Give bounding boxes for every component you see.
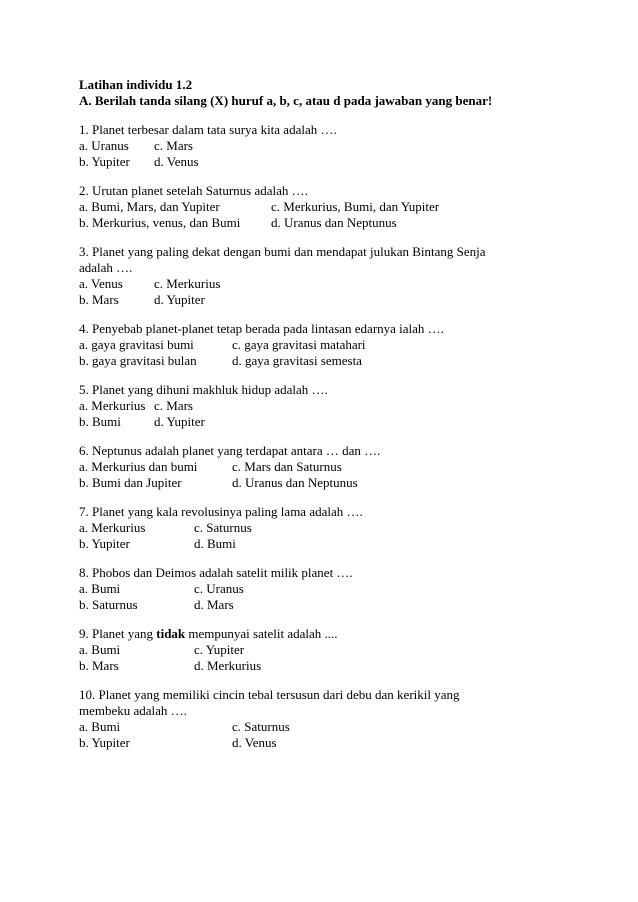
question-5 [79,382,579,430]
option-c: c. Merkurius, Bumi, dan Yupiter [271,199,440,214]
option-a: a. Merkurius dan bumi [79,459,198,474]
question-6 [79,443,579,491]
option-a: a. Bumi [79,719,121,734]
question-stem: 6. Neptunus adalah planet yang terdapat antara … dan …. [79,443,381,458]
question-stem-keyword: tidak [156,626,186,641]
option-b: b. Yupiter [79,735,130,750]
question-4 [79,321,579,369]
option-a: a. Venus [79,276,123,291]
question-stem: 7. Planet yang kala revolusinya paling lama adalah …. [79,504,363,519]
question-8 [79,565,579,613]
option-d: d. Mars [194,597,234,612]
option-c: c. Mars [154,138,193,153]
option-b: b. Mars [79,658,119,673]
option-c: c. Merkurius [154,276,221,291]
option-b: b. Bumi [79,414,121,429]
option-c: c. Uranus [194,581,244,596]
option-a: a. Uranus [79,138,129,153]
option-c: c. Yupiter [194,642,245,657]
option-d: d. Merkurius [194,658,262,673]
option-d: d. Bumi [194,536,236,551]
option-d: d. Venus [154,154,199,169]
option-c: c. Mars dan Saturnus [232,459,342,474]
question-2 [79,183,579,231]
question-stem: 1. Planet terbesar dalam tata surya kita adalah …. [79,122,337,137]
worksheet-page [79,77,579,751]
option-a: a. gaya gravitasi bumi [79,337,194,352]
question-3 [79,244,579,308]
question-stem: 4. Penyebab planet-planet tetap berada pada lintasan edarnya ialah …. [79,321,444,336]
option-d: d. gaya gravitasi semesta [232,353,362,368]
question-7 [79,504,579,552]
option-c: c. Saturnus [194,520,252,535]
option-b: b. Yupiter [79,536,130,551]
question-1 [79,122,579,170]
option-b: b. Saturnus [79,597,138,612]
option-b: b. Bumi dan Jupiter [79,475,182,490]
question-stem-line-2: adalah …. [79,260,133,275]
question-stem: 5. Planet yang dihuni makhluk hidup adalah …. [79,382,328,397]
question-stem-pre: 9. Planet yang [79,626,157,641]
option-b: b. gaya gravitasi bulan [79,353,197,368]
option-d: d. Venus [232,735,277,750]
worksheet-title: Latihan individu 1.2 [79,77,193,92]
option-a: a. Bumi [79,581,121,596]
option-b: b. Yupiter [79,154,130,169]
option-a: a. Merkurius [79,520,146,535]
option-d: d. Uranus dan Neptunus [271,215,397,230]
option-b: b. Mars [79,292,119,307]
question-stem-line-1: 10. Planet yang memiliki cincin tebal tersusun dari debu dan kerikil yang [79,687,460,702]
worksheet-instruction: A. Berilah tanda silang (X) huruf a, b, c, atau d pada jawaban yang benar! [79,93,493,108]
option-c: c. gaya gravitasi matahari [232,337,366,352]
question-stem-line-1: 3. Planet yang paling dekat dengan bumi dan mendapat julukan Bintang Senja [79,244,486,259]
option-d: d. Uranus dan Neptunus [232,475,358,490]
question-stem-line-2: membeku adalah …. [79,703,187,718]
option-a: a. Bumi, Mars, dan Yupiter [79,199,220,214]
question-stem: 8. Phobos dan Deimos adalah satelit milik planet …. [79,565,353,580]
option-d: d. Yupiter [154,292,205,307]
question-stem [79,626,579,642]
option-d: d. Yupiter [154,414,205,429]
option-c: c. Saturnus [232,719,290,734]
option-a: a. Merkurius [79,398,146,413]
question-9 [79,626,579,674]
question-stem-post: mempunyai satelit adalah .... [185,626,338,641]
question-10 [79,687,579,751]
option-a: a. Bumi [79,642,121,657]
question-stem: 2. Urutan planet setelah Saturnus adalah …. [79,183,308,198]
option-c: c. Mars [154,398,193,413]
option-b: b. Merkurius, venus, dan Bumi [79,215,241,230]
